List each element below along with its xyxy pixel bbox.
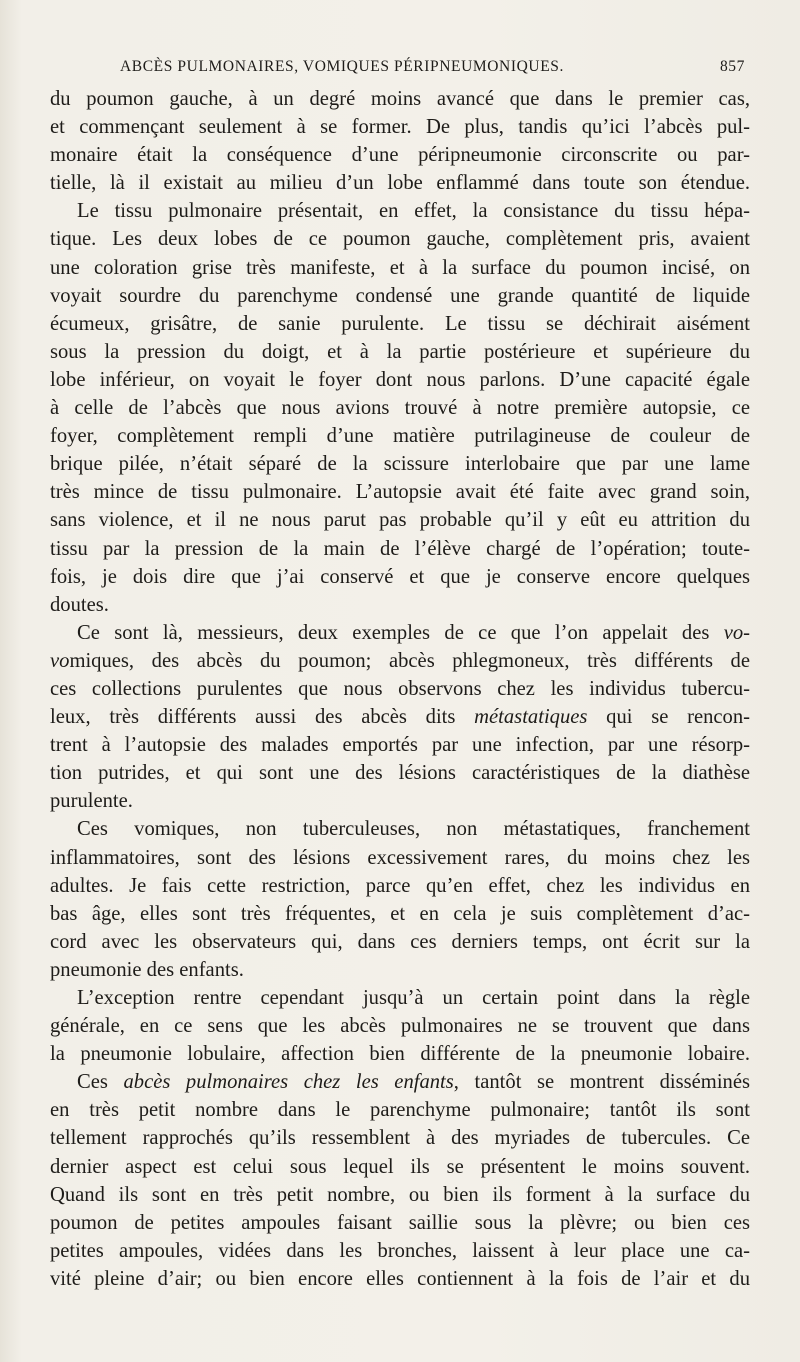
text-line: tion putrides, et qui sont une des lésions caractéristiques de la diathèse bbox=[50, 762, 750, 785]
italic-term: abcès pulmonaires chez les enfants bbox=[123, 1071, 454, 1094]
running-title: ABCÈS PULMONAIRES, VOMIQUES PÉRIPNEUMONIQUES. bbox=[120, 58, 564, 75]
text-line: tique. Les deux lobes de ce poumon gauche, complètement pris, avaient bbox=[50, 228, 750, 251]
text-fragment: Ces bbox=[77, 1071, 124, 1094]
text-line: en très petit nombre dans le parenchyme pulmonaire; tantôt ils sont bbox=[50, 1099, 750, 1122]
text-line bbox=[50, 1068, 750, 1096]
text-line: du poumon gauche, à un degré moins avancé que dans le premier cas, bbox=[50, 88, 750, 110]
page-header bbox=[120, 58, 745, 82]
text-line: écumeux, grisâtre, de sanie purulente. Le tissu se déchirait aisément bbox=[50, 312, 750, 335]
text-line: monaire était la conséquence d’une péripneumonie circonscrite ou par- bbox=[50, 144, 750, 167]
text-line: pneumonie des enfants. bbox=[50, 958, 244, 981]
text-line: très mince de tissu pulmonaire. L’autopsie avait été faite avec grand soin, bbox=[50, 481, 750, 504]
text-line: petites ampoules, vidées dans les bronches, laissent à leur place une ca- bbox=[50, 1239, 750, 1262]
text-line: dernier aspect est celui sous lequel ils se présentent le moins souvent. bbox=[50, 1155, 750, 1178]
text-line bbox=[50, 647, 750, 675]
text-line: tielle, là il existait au milieu d’un lobe enflammé dans toute son étendue. bbox=[50, 172, 750, 195]
text-line: Ces vomiques, non tuberculeuses, non métastatiques, franchement bbox=[77, 818, 750, 841]
italic-term: vo bbox=[50, 649, 70, 672]
italic-term: vo- bbox=[723, 621, 750, 644]
text-line: une coloration grise très manifeste, et à la surface du poumon incisé, on bbox=[50, 256, 750, 279]
text-fragment: Ce sont là, messieurs, deux exemples de ce que l’on appelait des bbox=[77, 621, 724, 644]
text-line: à celle de l’abcès que nous avions trouvé à notre première autopsie, ce bbox=[50, 397, 750, 420]
text-line: cord avec les observateurs qui, dans ces derniers temps, ont écrit sur la bbox=[50, 930, 750, 953]
text-line bbox=[50, 619, 750, 647]
text-line: brique pilée, n’était séparé de la scissure interlobaire que par une lame bbox=[50, 453, 750, 476]
text-line: la pneumonie lobulaire, affection bien différente de la pneumonie lobaire. bbox=[50, 1043, 750, 1066]
text-fragment: qui se rencon- bbox=[587, 706, 750, 729]
text-line: générale, en ce sens que les abcès pulmonaires ne se trouvent que dans bbox=[50, 1015, 750, 1038]
text-fragment: , tantôt se montrent disséminés bbox=[453, 1071, 750, 1094]
text-line: trent à l’autopsie des malades emportés par une infection, par une résorp- bbox=[50, 734, 750, 757]
text-line: sous la pression du doigt, et à la partie postérieure et supérieure du bbox=[50, 340, 750, 363]
text-line: adultes. Je fais cette restriction, parce qu’en effet, chez les individus en bbox=[50, 874, 750, 897]
text-line: poumon de petites ampoules faisant saillie sous la plèvre; ou bien ces bbox=[50, 1211, 750, 1234]
text-line: doutes. bbox=[50, 593, 109, 616]
text-line: tissu par la pression de la main de l’élève chargé de l’opération; toute- bbox=[50, 537, 750, 560]
text-line: L’exception rentre cependant jusqu’à un certain point dans la règle bbox=[77, 987, 750, 1009]
text-line: tellement rapprochés qu’ils ressemblent à des myriades de tubercules. Ce bbox=[50, 1127, 750, 1150]
text-line: ces collections purulentes que nous observons chez les individus tubercu- bbox=[50, 677, 750, 700]
text-line: voyait sourdre du parenchyme condensé une grande quantité de liquide bbox=[50, 284, 750, 307]
text-line: bas âge, elles sont très fréquentes, et en cela je suis complètement d’ac- bbox=[50, 902, 750, 925]
text-line: Le tissu pulmonaire présentait, en effet, la consistance du tissu hépa- bbox=[77, 200, 750, 223]
italic-term: métastatiques bbox=[474, 706, 588, 729]
page-number: 857 bbox=[719, 58, 745, 75]
text-fragment: miques, des abcès du poumon; abcès phlegmoneux, très différents de bbox=[69, 649, 750, 672]
text-line: foyer, complètement rempli d’une matière putrilagineuse de couleur de bbox=[50, 425, 750, 448]
text-line: inflammatoires, sont des lésions excessivement rares, du moins chez les bbox=[50, 846, 750, 869]
body-text bbox=[50, 85, 750, 1293]
text-line: Quand ils sont en très petit nombre, ou bien ils forment à la surface du bbox=[50, 1183, 750, 1206]
text-line: fois, je dois dire que j’ai conservé et que je conserve encore quelques bbox=[50, 565, 750, 588]
text-line: sans violence, et il ne nous parut pas probable qu’il y eût eu attrition du bbox=[50, 509, 750, 532]
text-line: lobe inférieur, on voyait le foyer dont nous parlons. D’une capacité égale bbox=[50, 368, 750, 391]
text-line: et commençant seulement à se former. De plus, tandis qu’ici l’abcès pul- bbox=[50, 116, 750, 139]
text-line bbox=[50, 703, 750, 731]
text-fragment: leux, très différents aussi des abcès dits bbox=[50, 706, 475, 729]
text-line: purulente. bbox=[50, 790, 133, 813]
text-line: vité pleine d’air; ou bien encore elles contiennent à la fois de l’air et du bbox=[50, 1267, 750, 1290]
